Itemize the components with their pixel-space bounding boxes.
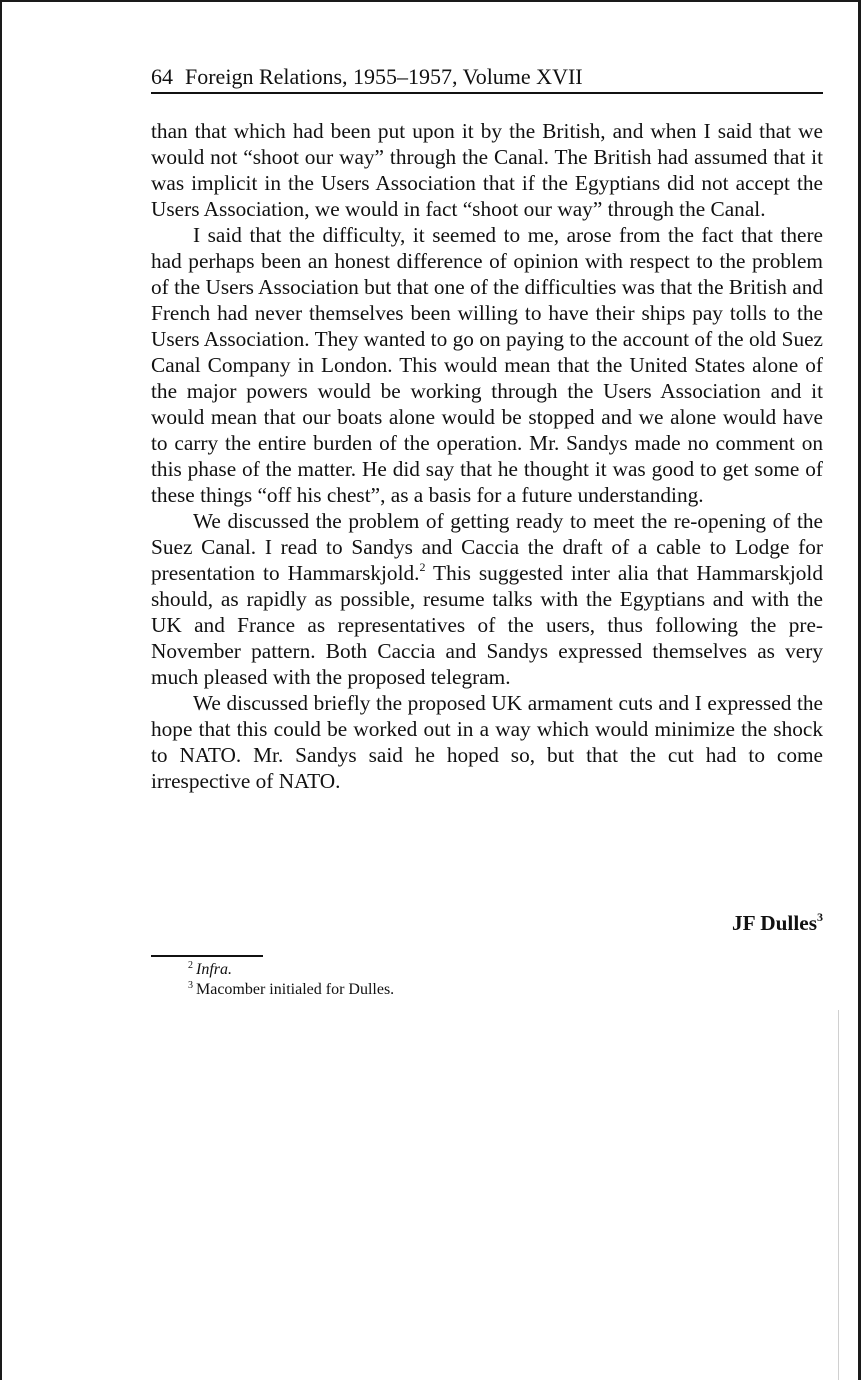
footnote-number: 3	[188, 980, 193, 991]
signature	[732, 910, 823, 936]
scan-border-top	[0, 0, 861, 2]
paragraph-4: We discussed briefly the proposed UK armament cuts and I expressed the hope that this could be worked out in a way which would minimize the shock to NATO. Mr. Sandys said he hoped so, but that the cut had to come irrespective of NATO.	[151, 691, 823, 793]
footnote-ref-3: 3	[817, 910, 823, 924]
footnote-text: Macomber initialed for Dulles.	[196, 981, 395, 998]
footnote-text: Infra.	[196, 961, 232, 978]
signature-name: JF Dulles	[732, 911, 817, 935]
footnote-divider	[151, 955, 263, 957]
paragraph-3	[151, 508, 823, 690]
scan-border-left	[0, 0, 2, 1380]
footnote-number: 2	[188, 960, 193, 971]
body-text	[151, 118, 823, 794]
running-header	[151, 62, 823, 94]
footnote-3	[188, 980, 788, 1000]
footnote-ref-2: 2	[419, 560, 426, 574]
paragraph-1: than that which had been put upon it by the British, and when I said that we would not “shoot our way” through the Canal. The British had assumed that it was implicit in the Users Association that if the Egyptians did not accept the Users Association, we would in fact “shoot our way” through the Canal.	[151, 119, 823, 221]
page-number: 64	[151, 64, 173, 89]
paragraph-3-text-b: This suggested inter alia that Hammarskjold should, as rapidly as possible, resume talks with the Egyptians and with the UK and France as representatives of the users, thus following the pre-November pattern. Both Caccia and Sandys expressed themselves as very much pleased with the proposed telegram.	[151, 561, 823, 689]
paragraph-3-text-a: We discussed the problem of getting ready to meet the re-opening of the Suez Canal. I read to Sandys and Caccia the draft of a cable to Lodge for presentation to Hammarskjold.	[151, 509, 823, 585]
paragraph-2: I said that the difficulty, it seemed to me, arose from the fact that there had perhaps been an honest difference of opinion with respect to the problem of the Users Association but that one of the difficulties was that the British and French had never themselves been willing to have their ships pay tolls to the Users Association. They wanted to go on paying to the account of the old Suez Canal Company in London. This would mean that the United States alone of the major powers would be working through the Users Association and it would mean that our boats alone would be stopped and we alone would have to carry the entire burden of the operation. Mr. Sandys made no comment on this phase of the matter. He did say that he thought it was good to get some of these things “off his chest”, as a basis for a future understanding.	[151, 223, 823, 507]
header-title: Foreign Relations, 1955–1957, Volume XVII	[185, 64, 583, 89]
footnotes	[188, 960, 788, 1000]
footnote-2	[188, 960, 788, 980]
scan-artifact-line	[838, 1010, 839, 1380]
